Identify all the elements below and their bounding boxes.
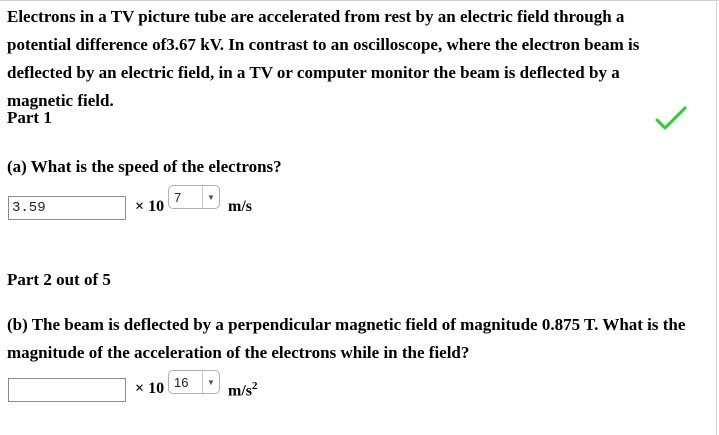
part-1-exponent-select[interactable] <box>168 185 220 209</box>
part-1-unit: m/s <box>228 198 252 215</box>
part-1-times-ten: × 10 <box>135 198 165 215</box>
part-2-question: (b) The beam is deflected by a perpendicular magnetic field of magnitude 0.875 T. What is the magnitude of the acceleration of the electrons while in the field? <box>7 315 686 362</box>
part-2-exponent-value: 16 <box>174 374 189 390</box>
part-2-unit-power: 2 <box>252 380 258 392</box>
part-1-title: Part 1 <box>7 108 52 127</box>
checkmark-icon <box>655 106 687 135</box>
problem-statement: Electrons in a TV picture tube are accelerated from rest by an electric field through a potential difference of3.67 kV. In contrast to an oscilloscope, where the electron beam is deflected by an electric field, in a TV or computer monitor the beam is deflected by a magnetic field. <box>7 7 640 110</box>
part-1-exponent-value: 7 <box>174 189 182 205</box>
part-1-answer-input[interactable] <box>8 196 126 220</box>
part-2-times-ten: × 10 <box>135 380 165 397</box>
part-2-exponent-select[interactable] <box>168 370 220 394</box>
part-1-answer-value: 3.59 <box>12 200 46 216</box>
part-2-answer-input[interactable] <box>8 378 126 402</box>
top-border <box>0 0 719 1</box>
part-2-unit <box>228 380 258 400</box>
dropdown-arrow-icon: ▼ <box>207 192 215 202</box>
part-1-question: (a) What is the speed of the electrons? <box>7 157 282 176</box>
right-border <box>716 0 717 435</box>
part-2-unit-base: m/s <box>228 382 252 400</box>
part-2-title: Part 2 out of 5 <box>7 270 111 289</box>
dropdown-arrow-icon: ▼ <box>207 377 215 387</box>
